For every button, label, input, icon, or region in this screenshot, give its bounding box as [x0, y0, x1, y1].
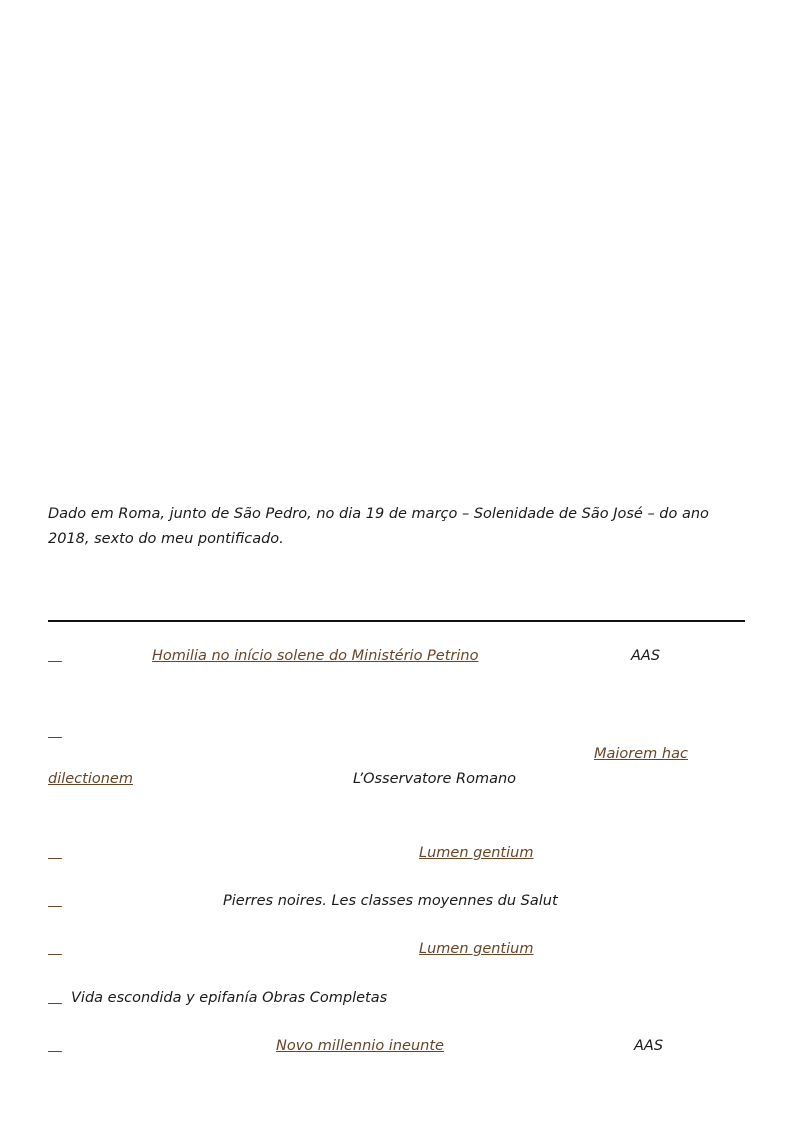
footnote-5-link[interactable]: Lumen gentium	[419, 941, 534, 957]
footnote-marker-6[interactable]	[48, 988, 62, 1008]
footnote-1-link[interactable]: Homilia no início solene do Ministério Petrino	[152, 648, 479, 664]
footnote-2-link-part1[interactable]: Maiorem hac	[594, 746, 688, 762]
footnote-7-link[interactable]: Novo millennio ineunte	[276, 1038, 444, 1054]
footnote-marker-4[interactable]	[48, 891, 62, 911]
footnote-separator	[48, 620, 745, 622]
footnote-marker-1[interactable]	[48, 646, 62, 666]
footnote-6-text: Vida escondida y epifanía Obras Completas	[71, 990, 388, 1006]
footnote-2-link-part2[interactable]: dilectionem	[48, 771, 133, 787]
closing-paragraph: Dado em Roma, junto de São Pedro, no dia 19 de março – Solenidade de São José – do ano 2018, sexto do meu pontificado.	[48, 506, 709, 547]
footnote-4-title: Pierres noires. Les classes moyennes du Salut	[223, 893, 558, 909]
footnote-7-source: AAS	[634, 1038, 664, 1054]
footnote-2-source: L’Osservatore Romano	[353, 771, 517, 787]
footnote-marker-2[interactable]	[48, 722, 62, 742]
footnote-marker-3[interactable]	[48, 843, 62, 863]
footnote-3-link[interactable]: Lumen gentium	[419, 845, 534, 861]
footnote-marker-5[interactable]	[48, 939, 62, 959]
footnote-marker-7[interactable]	[48, 1036, 62, 1056]
footnote-1-source: AAS	[631, 648, 661, 664]
